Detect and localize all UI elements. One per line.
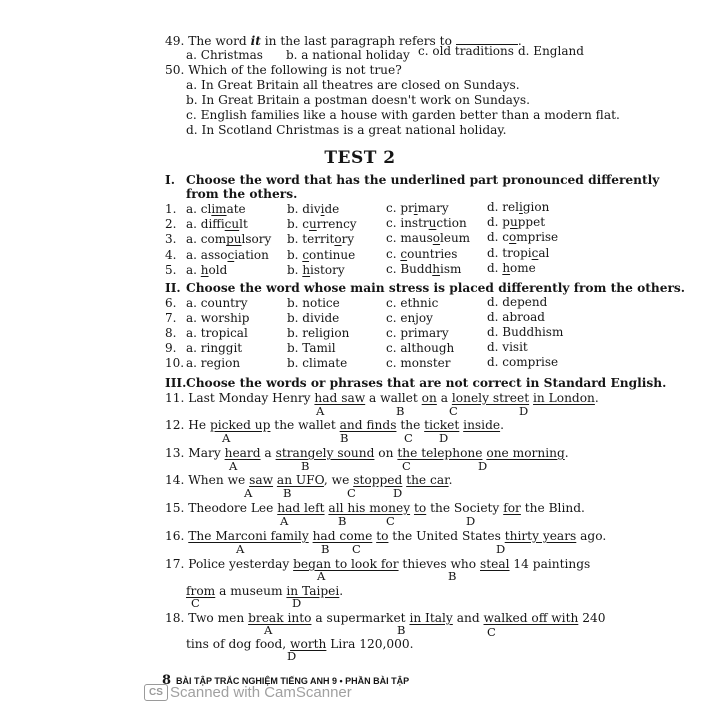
q18-letter-a: A: [264, 623, 273, 637]
section-1-option-a: a. hold: [186, 262, 228, 277]
q17-sentence-cont: from a museum in Taipei.: [186, 584, 344, 598]
section-2-option-a: a. ringgit: [186, 341, 243, 356]
section-2-option-a: a. country: [186, 296, 248, 310]
q17-letter-a: A: [317, 569, 326, 583]
section-1-option-b: b. divide: [287, 202, 340, 216]
section-1-option-b: b. continue: [287, 247, 356, 262]
section-2-roman: II.: [165, 281, 181, 295]
section-2-item-number: 8.: [165, 326, 177, 341]
section-1-option-c: c. countries: [386, 246, 458, 261]
q14-letter-c: C: [347, 486, 356, 500]
section-1-option-a: a. difficult: [186, 217, 248, 232]
section-1-item-number: 5.: [165, 262, 177, 277]
section-3-roman: III.: [165, 376, 187, 390]
camscanner-logo: CS: [144, 684, 168, 701]
q16-sentence: 16. The Marconi family had come to the United States thirty years ago.: [165, 529, 607, 543]
q49-stem: 49. The word it in the last paragraph refers to .: [165, 34, 522, 48]
q13-letter-d: D: [478, 459, 488, 473]
q11-letter-d: D: [519, 404, 529, 418]
section-1-item-number: 3.: [165, 232, 177, 247]
section-1-option-a: a. compulsory: [186, 232, 272, 247]
section-2-item-number: 6.: [165, 296, 177, 310]
section-1-option-a: a. climate: [186, 202, 246, 216]
section-1-item-number: 2.: [165, 217, 177, 232]
section-2-option-a: a. worship: [186, 311, 250, 326]
section-2-option-d: d. comprise: [487, 355, 559, 370]
q15-letter-a: A: [280, 514, 289, 528]
q16-letter-d: D: [496, 542, 506, 556]
q49-option-c: c. old traditions: [418, 44, 514, 58]
q49-option-b: b. a national holiday: [286, 48, 410, 62]
q14-letter-b: B: [283, 486, 292, 500]
section-1-option-d: d. puppet: [487, 215, 546, 230]
section-2-option-c: c. although: [386, 341, 455, 356]
section-2-option-c: c. monster: [386, 356, 451, 371]
section-2-item-number: 9.: [165, 341, 177, 356]
q12-letter-d: D: [439, 431, 449, 445]
q14-sentence: 14. When we saw an UFO, we stopped the car.: [165, 473, 453, 487]
section-1-item-number: 4.: [165, 247, 177, 262]
section-1-option-d: d. comprise: [487, 230, 559, 245]
section-1-option-c: c. mausoleum: [386, 231, 471, 246]
q14-letter-d: D: [393, 486, 403, 500]
test-title: TEST 2: [324, 148, 396, 168]
section-1-option-b: b. territory: [287, 232, 355, 247]
q18-sentence: 18. Two men break into a supermarket in Italy and walked off with 240: [165, 611, 606, 625]
section-2-option-d: d. Buddhism: [487, 325, 564, 340]
q49-option-d: d. England: [518, 44, 584, 58]
section-1-option-d: d. religion: [487, 200, 550, 214]
section-2-option-c: c. primary: [386, 326, 449, 341]
q15-letter-c: C: [386, 514, 395, 528]
section-1-option-d: d. tropical: [487, 245, 550, 260]
section-2-option-b: b. notice: [287, 296, 340, 310]
section-1-instruction: Choose the word that has the underlined part pronounced differently: [186, 173, 660, 187]
q17-letter-b: B: [448, 569, 457, 583]
q11-sentence: 11. Last Monday Henry had saw a wallet on a lonely street in London.: [165, 391, 599, 405]
section-2-option-c: c. ethnic: [386, 296, 439, 310]
section-1-roman: I.: [165, 173, 175, 187]
section-2-option-b: b. divide: [287, 311, 340, 326]
q50-stem: 50. Which of the following is not true?: [165, 63, 402, 77]
section-2-item-number: 10.: [165, 356, 185, 371]
section-1-instruction-cont: from the others.: [186, 187, 298, 201]
section-1-option-a: a. association: [186, 247, 269, 262]
section-2-option-a: a. region: [186, 356, 241, 371]
section-3-instruction: Choose the words or phrases that are not correct in Standard English.: [186, 376, 667, 390]
section-1-item-number: 1.: [165, 202, 177, 216]
q15-letter-d: D: [466, 514, 476, 528]
q18-letter-c: C: [487, 625, 496, 639]
q12-letter-c: C: [404, 431, 413, 445]
q11-letter-b: B: [396, 404, 405, 418]
q49-option-a: a. Christmas: [186, 48, 263, 62]
q50-option-b: b. In Great Britain a postman doesn't work on Sundays.: [186, 93, 530, 107]
section-2-option-a: a. tropical: [186, 326, 248, 341]
section-2-option-d: d. visit: [487, 340, 528, 355]
q50-option-a: a. In Great Britain all theatres are closed on Sundays.: [186, 78, 520, 92]
q17-letter-c: C: [191, 596, 200, 610]
q13-letter-a: A: [229, 459, 238, 473]
section-2-option-d: d. depend: [487, 295, 548, 309]
q13-letter-c: C: [402, 459, 411, 473]
q11-letter-a: A: [316, 404, 325, 418]
section-1-option-c: c. instruction: [386, 216, 467, 231]
section-2-option-b: b. religion: [287, 326, 350, 341]
q12-letter-b: B: [340, 431, 349, 445]
section-1-option-b: b. history: [287, 262, 345, 277]
q16-letter-a: A: [236, 542, 245, 556]
section-2-item-number: 7.: [165, 311, 177, 326]
q16-letter-c: C: [352, 542, 361, 556]
q15-sentence: 15. Theodore Lee had left all his money to the Society for the Blind.: [165, 501, 585, 515]
q12-sentence: 12. He picked up the wallet and finds the ticket inside.: [165, 418, 504, 432]
section-1-option-c: c. primary: [386, 201, 449, 215]
q17-letter-d: D: [292, 596, 302, 610]
section-1-option-c: c. Buddhism: [386, 261, 462, 276]
section-2-option-d: d. abroad: [487, 310, 545, 325]
book-title-footer: BÀI TẬP TRẮC NGHIỆM TIẾNG ANH 9 • PHẦN BÀI TẬP: [176, 676, 410, 686]
section-2-option-b: b. Tamil: [287, 341, 336, 356]
q14-letter-a: A: [244, 486, 253, 500]
section-2-option-b: b. climate: [287, 356, 348, 371]
q12-letter-a: A: [222, 431, 231, 445]
q18-letter-d: D: [287, 649, 297, 663]
section-2-instruction: Choose the word whose main stress is placed differently from the others.: [186, 281, 686, 295]
page-number: 8: [162, 673, 172, 688]
section-1-option-d: d. home: [487, 260, 536, 275]
q18-sentence-cont: tins of dog food, worth Lira 120,000.: [186, 637, 414, 651]
q50-option-c: c. English families like a house with garden better than a modern flat.: [186, 108, 620, 122]
q13-sentence: 13. Mary heard a strangely sound on the telephone one morning.: [165, 446, 569, 460]
q17-sentence: 17. Police yesterday began to look for thieves who steal 14 paintings: [165, 557, 591, 571]
q15-letter-b: B: [338, 514, 347, 528]
section-1-option-b: b. currency: [287, 217, 357, 232]
q16-letter-b: B: [321, 542, 330, 556]
q11-letter-c: C: [449, 404, 458, 418]
camscanner-watermark: Scanned with CamScanner: [170, 684, 352, 701]
section-2-option-c: c. enjoy: [386, 311, 433, 326]
q50-option-d: d. In Scotland Christmas is a great national holiday.: [186, 123, 507, 137]
q13-letter-b: B: [301, 459, 310, 473]
q18-letter-b: B: [397, 623, 406, 637]
